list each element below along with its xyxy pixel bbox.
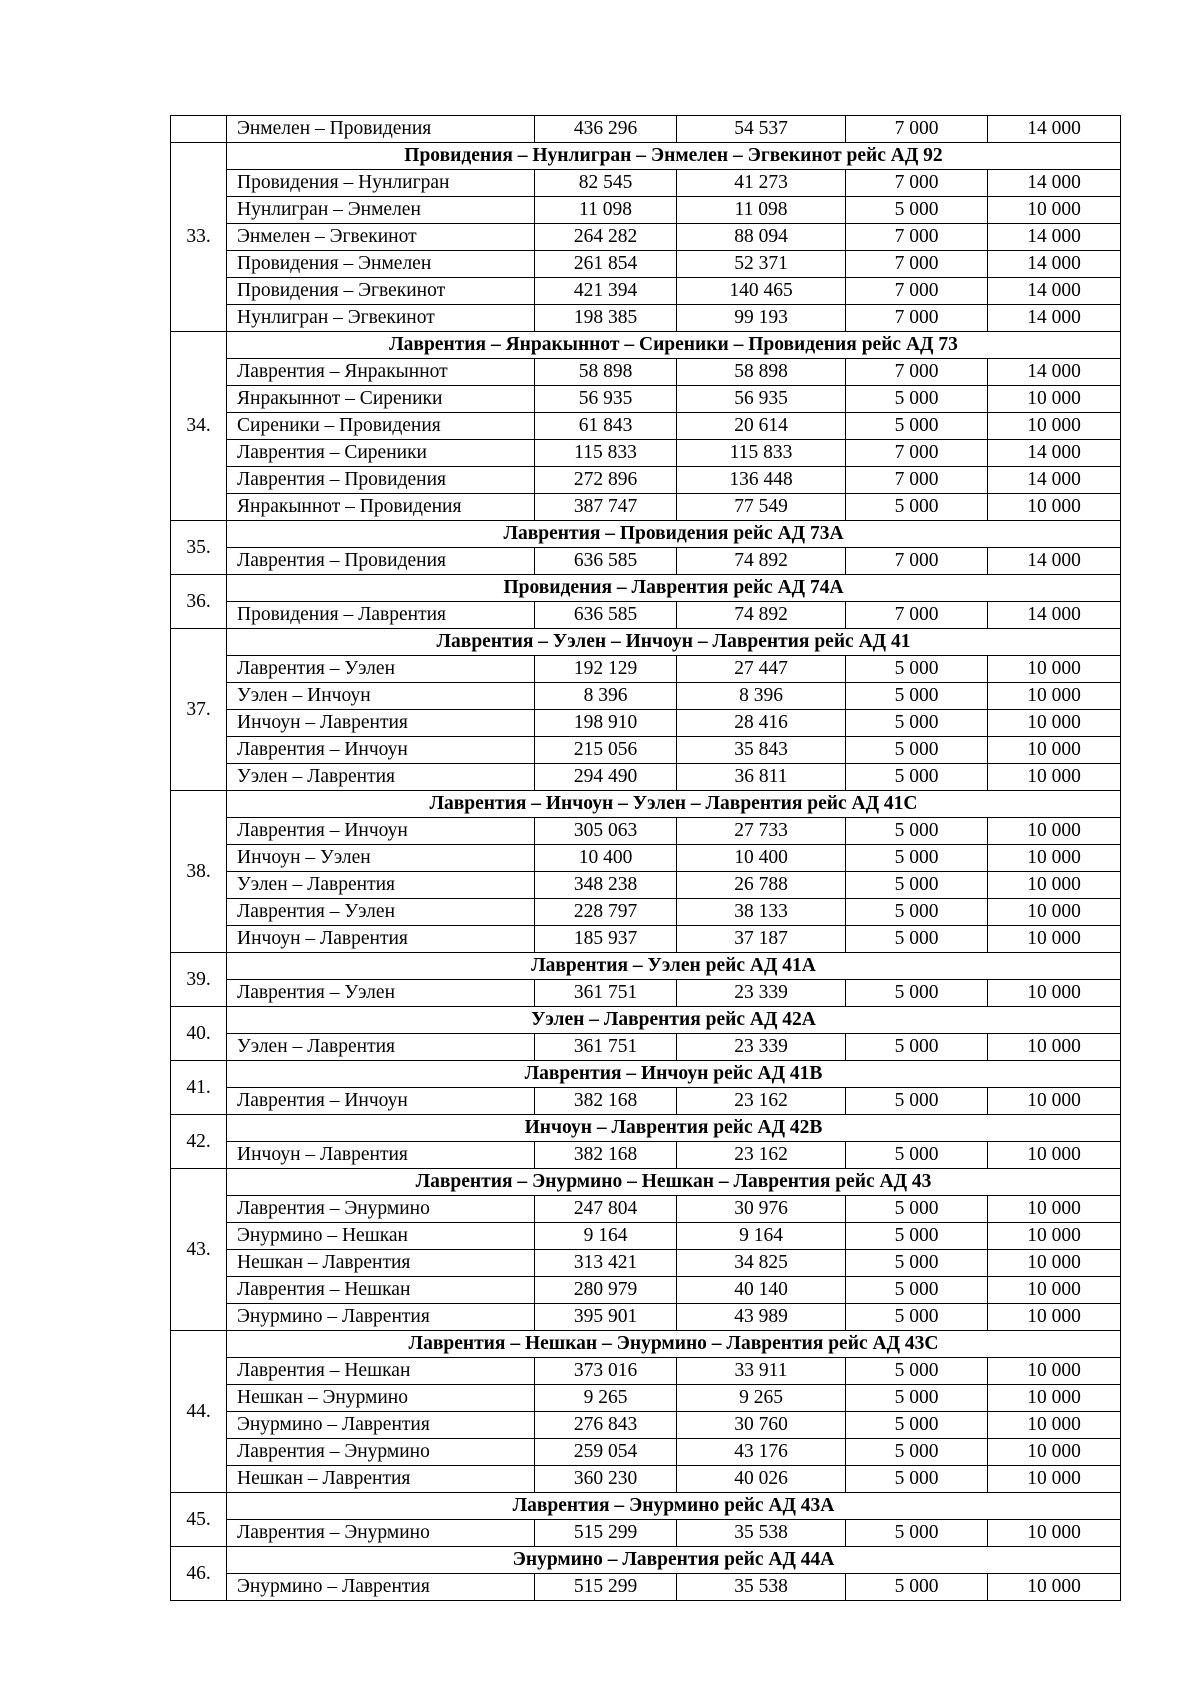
route-cell: Нешкан – Энурмино bbox=[227, 1385, 535, 1412]
value-cell-3: 5 000 bbox=[846, 413, 988, 440]
value-cell-2: 26 788 bbox=[677, 872, 846, 899]
table-row bbox=[171, 602, 1121, 629]
table-row bbox=[171, 1088, 1121, 1115]
table-row bbox=[171, 1358, 1121, 1385]
value-cell-4: 10 000 bbox=[988, 656, 1121, 683]
value-cell-2: 54 537 bbox=[677, 116, 846, 143]
value-cell-4: 10 000 bbox=[988, 845, 1121, 872]
value-cell-1: 185 937 bbox=[535, 926, 677, 953]
value-cell-4: 10 000 bbox=[988, 1412, 1121, 1439]
table-row bbox=[171, 1196, 1121, 1223]
value-cell-3: 5 000 bbox=[846, 1466, 988, 1493]
value-cell-4: 14 000 bbox=[988, 440, 1121, 467]
value-cell-4: 14 000 bbox=[988, 548, 1121, 575]
table-row bbox=[171, 224, 1121, 251]
route-header-row bbox=[171, 332, 1121, 359]
value-cell-2: 41 273 bbox=[677, 170, 846, 197]
table-row bbox=[171, 710, 1121, 737]
value-cell-4: 10 000 bbox=[988, 899, 1121, 926]
value-cell-3: 5 000 bbox=[846, 980, 988, 1007]
value-cell-3: 5 000 bbox=[846, 1520, 988, 1547]
route-header: Лаврентия – Уэлен – Инчоун – Лаврентия рейс АД 41 bbox=[227, 629, 1121, 656]
value-cell-3: 7 000 bbox=[846, 305, 988, 332]
route-cell: Лаврентия – Инчоун bbox=[227, 818, 535, 845]
route-cell: Провидения – Нунлигран bbox=[227, 170, 535, 197]
table-row bbox=[171, 116, 1121, 143]
value-cell-4: 10 000 bbox=[988, 197, 1121, 224]
route-cell: Лаврентия – Нешкан bbox=[227, 1358, 535, 1385]
table-row bbox=[171, 251, 1121, 278]
route-header-row bbox=[171, 521, 1121, 548]
value-cell-2: 9 164 bbox=[677, 1223, 846, 1250]
route-cell: Энурмино – Лаврентия bbox=[227, 1304, 535, 1331]
route-header: Лаврентия – Инчоун рейс АД 41В bbox=[227, 1061, 1121, 1088]
value-cell-2: 58 898 bbox=[677, 359, 846, 386]
route-cell: Лаврентия – Уэлен bbox=[227, 656, 535, 683]
value-cell-2: 33 911 bbox=[677, 1358, 846, 1385]
value-cell-2: 30 976 bbox=[677, 1196, 846, 1223]
value-cell-1: 361 751 bbox=[535, 1034, 677, 1061]
route-cell: Нешкан – Лаврентия bbox=[227, 1466, 535, 1493]
route-cell: Провидения – Эгвекинот bbox=[227, 278, 535, 305]
row-number: 42. bbox=[171, 1115, 227, 1169]
table-row bbox=[171, 683, 1121, 710]
value-cell-2: 23 339 bbox=[677, 980, 846, 1007]
value-cell-3: 5 000 bbox=[846, 1034, 988, 1061]
table-row bbox=[171, 1412, 1121, 1439]
value-cell-2: 40 140 bbox=[677, 1277, 846, 1304]
value-cell-3: 5 000 bbox=[846, 1142, 988, 1169]
route-header: Уэлен – Лаврентия рейс АД 42А bbox=[227, 1007, 1121, 1034]
value-cell-3: 5 000 bbox=[846, 899, 988, 926]
row-number: 46. bbox=[171, 1547, 227, 1601]
route-cell: Инчоун – Уэлен bbox=[227, 845, 535, 872]
value-cell-2: 99 193 bbox=[677, 305, 846, 332]
value-cell-2: 74 892 bbox=[677, 548, 846, 575]
value-cell-2: 23 162 bbox=[677, 1142, 846, 1169]
value-cell-3: 5 000 bbox=[846, 494, 988, 521]
value-cell-1: 198 385 bbox=[535, 305, 677, 332]
value-cell-3: 7 000 bbox=[846, 548, 988, 575]
table-row bbox=[171, 1277, 1121, 1304]
route-header-row bbox=[171, 791, 1121, 818]
value-cell-1: 280 979 bbox=[535, 1277, 677, 1304]
value-cell-4: 10 000 bbox=[988, 1574, 1121, 1601]
value-cell-3: 7 000 bbox=[846, 224, 988, 251]
table-row bbox=[171, 737, 1121, 764]
value-cell-4: 10 000 bbox=[988, 1034, 1121, 1061]
value-cell-2: 56 935 bbox=[677, 386, 846, 413]
value-cell-1: 58 898 bbox=[535, 359, 677, 386]
value-cell-4: 10 000 bbox=[988, 764, 1121, 791]
route-cell: Лаврентия – Уэлен bbox=[227, 899, 535, 926]
table-row bbox=[171, 845, 1121, 872]
value-cell-3: 5 000 bbox=[846, 737, 988, 764]
value-cell-1: 387 747 bbox=[535, 494, 677, 521]
table-row bbox=[171, 980, 1121, 1007]
value-cell-1: 348 238 bbox=[535, 872, 677, 899]
value-cell-3: 5 000 bbox=[846, 1196, 988, 1223]
route-header-row bbox=[171, 1547, 1121, 1574]
value-cell-4: 14 000 bbox=[988, 251, 1121, 278]
value-cell-1: 9 265 bbox=[535, 1385, 677, 1412]
table-row bbox=[171, 413, 1121, 440]
value-cell-1: 360 230 bbox=[535, 1466, 677, 1493]
value-cell-1: 228 797 bbox=[535, 899, 677, 926]
value-cell-1: 382 168 bbox=[535, 1142, 677, 1169]
value-cell-3: 5 000 bbox=[846, 1304, 988, 1331]
value-cell-3: 7 000 bbox=[846, 278, 988, 305]
value-cell-3: 5 000 bbox=[846, 926, 988, 953]
value-cell-4: 10 000 bbox=[988, 683, 1121, 710]
value-cell-2: 23 339 bbox=[677, 1034, 846, 1061]
value-cell-1: 515 299 bbox=[535, 1574, 677, 1601]
route-header-row bbox=[171, 1115, 1121, 1142]
value-cell-2: 36 811 bbox=[677, 764, 846, 791]
route-cell: Лаврентия – Инчоун bbox=[227, 737, 535, 764]
value-cell-1: 10 400 bbox=[535, 845, 677, 872]
value-cell-1: 373 016 bbox=[535, 1358, 677, 1385]
value-cell-3: 5 000 bbox=[846, 386, 988, 413]
value-cell-4: 14 000 bbox=[988, 467, 1121, 494]
table-row bbox=[171, 1304, 1121, 1331]
route-header-row bbox=[171, 575, 1121, 602]
table-row bbox=[171, 1250, 1121, 1277]
value-cell-4: 14 000 bbox=[988, 602, 1121, 629]
value-cell-1: 56 935 bbox=[535, 386, 677, 413]
route-cell: Лаврентия – Уэлен bbox=[227, 980, 535, 1007]
table-row bbox=[171, 278, 1121, 305]
route-cell: Энурмино – Лаврентия bbox=[227, 1574, 535, 1601]
value-cell-4: 10 000 bbox=[988, 1142, 1121, 1169]
row-number: 41. bbox=[171, 1061, 227, 1115]
route-cell: Уэлен – Лаврентия bbox=[227, 1034, 535, 1061]
route-header: Провидения – Лаврентия рейс АД 74А bbox=[227, 575, 1121, 602]
value-cell-2: 9 265 bbox=[677, 1385, 846, 1412]
route-header-row bbox=[171, 953, 1121, 980]
value-cell-3: 7 000 bbox=[846, 359, 988, 386]
row-number: 39. bbox=[171, 953, 227, 1007]
row-number: 33. bbox=[171, 143, 227, 332]
value-cell-4: 10 000 bbox=[988, 710, 1121, 737]
value-cell-4: 10 000 bbox=[988, 872, 1121, 899]
table-row bbox=[171, 170, 1121, 197]
row-number: 44. bbox=[171, 1331, 227, 1493]
route-cell: Провидения – Энмелен bbox=[227, 251, 535, 278]
route-cell: Нунлигран – Энмелен bbox=[227, 197, 535, 224]
value-cell-3: 7 000 bbox=[846, 602, 988, 629]
value-cell-4: 10 000 bbox=[988, 818, 1121, 845]
row-number: 40. bbox=[171, 1007, 227, 1061]
value-cell-4: 10 000 bbox=[988, 1358, 1121, 1385]
route-cell: Лаврентия – Провидения bbox=[227, 467, 535, 494]
value-cell-3: 5 000 bbox=[846, 1250, 988, 1277]
route-cell: Янракыннот – Сиреники bbox=[227, 386, 535, 413]
value-cell-2: 37 187 bbox=[677, 926, 846, 953]
value-cell-1: 192 129 bbox=[535, 656, 677, 683]
table-row bbox=[171, 1142, 1121, 1169]
value-cell-4: 14 000 bbox=[988, 305, 1121, 332]
value-cell-1: 198 910 bbox=[535, 710, 677, 737]
value-cell-2: 28 416 bbox=[677, 710, 846, 737]
value-cell-2: 35 843 bbox=[677, 737, 846, 764]
value-cell-4: 10 000 bbox=[988, 1277, 1121, 1304]
value-cell-4: 10 000 bbox=[988, 980, 1121, 1007]
value-cell-2: 35 538 bbox=[677, 1520, 846, 1547]
route-cell: Лаврентия – Энурмино bbox=[227, 1439, 535, 1466]
table-row bbox=[171, 440, 1121, 467]
value-cell-2: 115 833 bbox=[677, 440, 846, 467]
route-header: Лаврентия – Энурмино рейс АД 43А bbox=[227, 1493, 1121, 1520]
value-cell-4: 14 000 bbox=[988, 224, 1121, 251]
route-header-row bbox=[171, 1007, 1121, 1034]
value-cell-3: 5 000 bbox=[846, 1088, 988, 1115]
value-cell-3: 5 000 bbox=[846, 764, 988, 791]
table-row bbox=[171, 872, 1121, 899]
route-cell: Энурмино – Лаврентия bbox=[227, 1412, 535, 1439]
value-cell-3: 5 000 bbox=[846, 1439, 988, 1466]
value-cell-3: 7 000 bbox=[846, 251, 988, 278]
value-cell-2: 74 892 bbox=[677, 602, 846, 629]
table-row bbox=[171, 1223, 1121, 1250]
value-cell-4: 10 000 bbox=[988, 1304, 1121, 1331]
route-header: Лаврентия – Провидения рейс АД 73А bbox=[227, 521, 1121, 548]
value-cell-1: 421 394 bbox=[535, 278, 677, 305]
table-row bbox=[171, 197, 1121, 224]
table-row bbox=[171, 926, 1121, 953]
value-cell-1: 115 833 bbox=[535, 440, 677, 467]
route-header: Энурмино – Лаврентия рейс АД 44А bbox=[227, 1547, 1121, 1574]
value-cell-1: 215 056 bbox=[535, 737, 677, 764]
value-cell-1: 636 585 bbox=[535, 602, 677, 629]
value-cell-4: 10 000 bbox=[988, 386, 1121, 413]
route-cell: Лаврентия – Инчоун bbox=[227, 1088, 535, 1115]
value-cell-4: 10 000 bbox=[988, 1385, 1121, 1412]
table-row bbox=[171, 494, 1121, 521]
value-cell-3: 5 000 bbox=[846, 818, 988, 845]
value-cell-2: 38 133 bbox=[677, 899, 846, 926]
table-row bbox=[171, 656, 1121, 683]
route-cell: Сиреники – Провидения bbox=[227, 413, 535, 440]
row-number: 34. bbox=[171, 332, 227, 521]
table-row bbox=[171, 359, 1121, 386]
value-cell-4: 14 000 bbox=[988, 359, 1121, 386]
value-cell-1: 361 751 bbox=[535, 980, 677, 1007]
value-cell-4: 10 000 bbox=[988, 1223, 1121, 1250]
route-cell: Провидения – Лаврентия bbox=[227, 602, 535, 629]
value-cell-4: 10 000 bbox=[988, 494, 1121, 521]
route-cell: Инчоун – Лаврентия bbox=[227, 1142, 535, 1169]
route-header: Лаврентия – Энурмино – Нешкан – Лаврентия рейс АД 43 bbox=[227, 1169, 1121, 1196]
table-row bbox=[171, 467, 1121, 494]
value-cell-1: 9 164 bbox=[535, 1223, 677, 1250]
value-cell-1: 436 296 bbox=[535, 116, 677, 143]
route-cell: Лаврентия – Сиреники bbox=[227, 440, 535, 467]
value-cell-2: 43 176 bbox=[677, 1439, 846, 1466]
value-cell-3: 5 000 bbox=[846, 656, 988, 683]
value-cell-3: 5 000 bbox=[846, 1412, 988, 1439]
value-cell-3: 5 000 bbox=[846, 845, 988, 872]
value-cell-1: 272 896 bbox=[535, 467, 677, 494]
value-cell-4: 10 000 bbox=[988, 1250, 1121, 1277]
value-cell-4: 10 000 bbox=[988, 737, 1121, 764]
value-cell-4: 10 000 bbox=[988, 1088, 1121, 1115]
value-cell-1: 261 854 bbox=[535, 251, 677, 278]
route-header-row bbox=[171, 143, 1121, 170]
value-cell-3: 7 000 bbox=[846, 440, 988, 467]
route-cell: Лаврентия – Энурмино bbox=[227, 1520, 535, 1547]
tariff-table bbox=[170, 115, 1121, 1601]
row-number: 36. bbox=[171, 575, 227, 629]
value-cell-1: 636 585 bbox=[535, 548, 677, 575]
value-cell-4: 10 000 bbox=[988, 1520, 1121, 1547]
value-cell-1: 8 396 bbox=[535, 683, 677, 710]
table-row bbox=[171, 899, 1121, 926]
value-cell-1: 395 901 bbox=[535, 1304, 677, 1331]
value-cell-1: 305 063 bbox=[535, 818, 677, 845]
value-cell-2: 88 094 bbox=[677, 224, 846, 251]
value-cell-1: 61 843 bbox=[535, 413, 677, 440]
value-cell-2: 23 162 bbox=[677, 1088, 846, 1115]
value-cell-3: 7 000 bbox=[846, 467, 988, 494]
value-cell-3: 5 000 bbox=[846, 683, 988, 710]
route-cell: Янракыннот – Провидения bbox=[227, 494, 535, 521]
value-cell-2: 8 396 bbox=[677, 683, 846, 710]
value-cell-1: 259 054 bbox=[535, 1439, 677, 1466]
route-cell: Лаврентия – Янракыннот bbox=[227, 359, 535, 386]
value-cell-1: 82 545 bbox=[535, 170, 677, 197]
route-cell: Нунлигран – Эгвекинот bbox=[227, 305, 535, 332]
value-cell-1: 264 282 bbox=[535, 224, 677, 251]
value-cell-1: 247 804 bbox=[535, 1196, 677, 1223]
value-cell-3: 5 000 bbox=[846, 872, 988, 899]
row-number: 43. bbox=[171, 1169, 227, 1331]
value-cell-1: 276 843 bbox=[535, 1412, 677, 1439]
value-cell-3: 5 000 bbox=[846, 710, 988, 737]
table-row bbox=[171, 818, 1121, 845]
row-number: 45. bbox=[171, 1493, 227, 1547]
table-row bbox=[171, 1385, 1121, 1412]
value-cell-4: 14 000 bbox=[988, 170, 1121, 197]
table-row bbox=[171, 305, 1121, 332]
value-cell-3: 5 000 bbox=[846, 1277, 988, 1304]
row-number: 37. bbox=[171, 629, 227, 791]
route-header: Лаврентия – Уэлен рейс АД 41А bbox=[227, 953, 1121, 980]
value-cell-4: 14 000 bbox=[988, 116, 1121, 143]
value-cell-1: 313 421 bbox=[535, 1250, 677, 1277]
value-cell-4: 10 000 bbox=[988, 1466, 1121, 1493]
route-header: Лаврентия – Нешкан – Энурмино – Лаврентия рейс АД 43С bbox=[227, 1331, 1121, 1358]
route-header: Провидения – Нунлигран – Энмелен – Эгвекинот рейс АД 92 bbox=[227, 143, 1121, 170]
value-cell-2: 43 989 bbox=[677, 1304, 846, 1331]
table-row bbox=[171, 1466, 1121, 1493]
table-row bbox=[171, 1520, 1121, 1547]
route-header-row bbox=[171, 1493, 1121, 1520]
route-cell: Уэлен – Лаврентия bbox=[227, 764, 535, 791]
route-cell: Уэлен – Лаврентия bbox=[227, 872, 535, 899]
route-cell: Инчоун – Лаврентия bbox=[227, 710, 535, 737]
table-row bbox=[171, 1439, 1121, 1466]
value-cell-3: 5 000 bbox=[846, 1385, 988, 1412]
value-cell-4: 14 000 bbox=[988, 278, 1121, 305]
row-number: 38. bbox=[171, 791, 227, 953]
route-header-row bbox=[171, 1169, 1121, 1196]
value-cell-3: 5 000 bbox=[846, 1223, 988, 1250]
value-cell-3: 5 000 bbox=[846, 1574, 988, 1601]
value-cell-2: 11 098 bbox=[677, 197, 846, 224]
table-row bbox=[171, 386, 1121, 413]
route-header: Лаврентия – Янракыннот – Сиреники – Провидения рейс АД 73 bbox=[227, 332, 1121, 359]
value-cell-2: 10 400 bbox=[677, 845, 846, 872]
value-cell-1: 382 168 bbox=[535, 1088, 677, 1115]
route-cell: Инчоун – Лаврентия bbox=[227, 926, 535, 953]
value-cell-4: 10 000 bbox=[988, 1439, 1121, 1466]
table-body bbox=[171, 116, 1121, 1601]
route-header: Инчоун – Лаврентия рейс АД 42В bbox=[227, 1115, 1121, 1142]
route-header: Лаврентия – Инчоун – Уэлен – Лаврентия рейс АД 41С bbox=[227, 791, 1121, 818]
row-number-cell-empty bbox=[171, 116, 227, 143]
route-cell: Нешкан – Лаврентия bbox=[227, 1250, 535, 1277]
value-cell-2: 136 448 bbox=[677, 467, 846, 494]
value-cell-2: 140 465 bbox=[677, 278, 846, 305]
value-cell-3: 7 000 bbox=[846, 170, 988, 197]
table-row bbox=[171, 1034, 1121, 1061]
value-cell-2: 27 447 bbox=[677, 656, 846, 683]
route-cell: Энмелен – Эгвекинот bbox=[227, 224, 535, 251]
value-cell-3: 5 000 bbox=[846, 197, 988, 224]
row-number: 35. bbox=[171, 521, 227, 575]
route-header-row bbox=[171, 1331, 1121, 1358]
route-cell: Лаврентия – Энурмино bbox=[227, 1196, 535, 1223]
route-cell: Энурмино – Нешкан bbox=[227, 1223, 535, 1250]
value-cell-2: 77 549 bbox=[677, 494, 846, 521]
route-header-row bbox=[171, 1061, 1121, 1088]
value-cell-3: 7 000 bbox=[846, 116, 988, 143]
table-row bbox=[171, 764, 1121, 791]
value-cell-2: 52 371 bbox=[677, 251, 846, 278]
route-cell: Энмелен – Провидения bbox=[227, 116, 535, 143]
value-cell-2: 20 614 bbox=[677, 413, 846, 440]
value-cell-2: 35 538 bbox=[677, 1574, 846, 1601]
value-cell-4: 10 000 bbox=[988, 926, 1121, 953]
value-cell-1: 515 299 bbox=[535, 1520, 677, 1547]
value-cell-1: 294 490 bbox=[535, 764, 677, 791]
route-cell: Лаврентия – Провидения bbox=[227, 548, 535, 575]
value-cell-4: 10 000 bbox=[988, 1196, 1121, 1223]
value-cell-1: 11 098 bbox=[535, 197, 677, 224]
value-cell-2: 30 760 bbox=[677, 1412, 846, 1439]
value-cell-4: 10 000 bbox=[988, 413, 1121, 440]
value-cell-2: 40 026 bbox=[677, 1466, 846, 1493]
route-cell: Лаврентия – Нешкан bbox=[227, 1277, 535, 1304]
value-cell-2: 27 733 bbox=[677, 818, 846, 845]
route-header-row bbox=[171, 629, 1121, 656]
value-cell-2: 34 825 bbox=[677, 1250, 846, 1277]
table-row bbox=[171, 548, 1121, 575]
route-cell: Уэлен – Инчоун bbox=[227, 683, 535, 710]
table-row bbox=[171, 1574, 1121, 1601]
value-cell-3: 5 000 bbox=[846, 1358, 988, 1385]
